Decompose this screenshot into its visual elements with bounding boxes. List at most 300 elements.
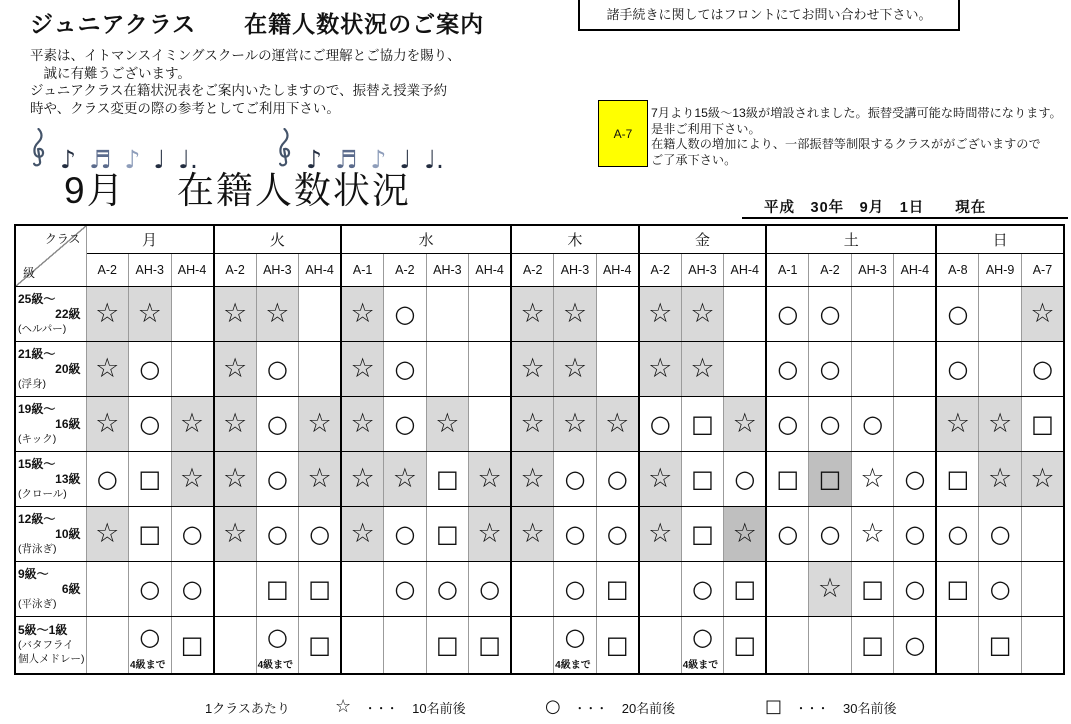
star-symbol: ☆: [222, 463, 248, 494]
star-symbol: ☆: [222, 408, 248, 439]
circle-symbol: ○: [266, 622, 288, 651]
circle-symbol: ○: [394, 574, 416, 603]
class-code-header: AH-3: [681, 253, 724, 286]
enrollment-cell: [129, 396, 172, 451]
table-row: [15, 561, 1064, 616]
enrollment-cell: [851, 451, 894, 506]
enrollment-cell: [1021, 286, 1064, 341]
enrollment-cell: [639, 286, 682, 341]
star-symbol: ☆: [690, 298, 715, 329]
enrollment-cell: [469, 341, 512, 396]
beamed-notes-icon: ♬: [88, 145, 112, 174]
highlight-line: 在籍人数の増加により、一部振替等制限するクラスががございますので: [651, 137, 1041, 151]
enrollment-cell: [851, 616, 894, 674]
star-icon: ☆: [335, 696, 352, 717]
enrollment-cell: [426, 286, 469, 341]
enrollment-cell: [511, 341, 554, 396]
enrollment-cell: [639, 451, 682, 506]
row-label-line: 個人メドレー): [18, 653, 85, 666]
enrollment-cell: [894, 506, 937, 561]
enrollment-cell: [809, 616, 852, 674]
date-line: 平成 30年 9月 1日 現在: [764, 200, 987, 216]
class-code-header: AH-4: [299, 253, 342, 286]
row-label-line: (バタフライ: [18, 639, 74, 652]
intro-line: 平素は、イトマンスイミングスクールの運営にご理解とご協力を賜り、: [30, 48, 461, 63]
row-label-line: (背泳ぎ): [18, 542, 57, 555]
square-symbol: □: [861, 630, 884, 659]
row-label-line: 9級～: [18, 566, 49, 581]
enrollment-cell: [639, 396, 682, 451]
enrollment-cell: [596, 561, 639, 616]
class-code-header: A-1: [341, 253, 384, 286]
star-symbol: ☆: [307, 408, 332, 439]
star-symbol: ☆: [350, 298, 375, 329]
enrollment-cell: [851, 341, 894, 396]
enrollment-cell: [341, 286, 384, 341]
enrollment-cell: [299, 451, 342, 506]
circle-symbol: ○: [606, 464, 628, 493]
star-symbol: ☆: [562, 298, 588, 329]
star-symbol: ☆: [95, 353, 120, 384]
eighth-note-icon: ♪: [124, 145, 141, 174]
circle-symbol: ○: [139, 622, 161, 651]
circle-symbol: ○: [649, 409, 671, 438]
square-symbol: □: [138, 464, 162, 493]
row-label-line: (浮身): [18, 377, 46, 390]
class-code-header: AH-3: [851, 253, 894, 286]
enrollment-cell: [384, 506, 427, 561]
enrollment-cell: [341, 561, 384, 616]
enrollment-cell: [86, 451, 129, 506]
circle-symbol: ○: [989, 574, 1011, 603]
enrollment-cell: [256, 341, 299, 396]
enrollment-cell: [129, 506, 172, 561]
square-symbol: □: [1031, 409, 1054, 438]
row-label: [15, 341, 86, 396]
enrollment-cell: [256, 506, 299, 561]
enrollment-cell: [426, 616, 469, 674]
enrollment-cell: [384, 396, 427, 451]
enrollment-cell: [341, 616, 384, 674]
circle-symbol: ○: [96, 464, 118, 493]
square-symbol: □: [946, 574, 970, 603]
circle-icon: ○: [545, 696, 561, 717]
legend-prefix: 1クラスあたり: [205, 701, 290, 716]
class-code-header: A-2: [511, 253, 554, 286]
circle-symbol: ○: [139, 354, 161, 383]
square-symbol: □: [818, 464, 842, 493]
star-symbol: ☆: [95, 408, 120, 439]
star-symbol: ☆: [860, 463, 885, 494]
star-symbol: ☆: [95, 518, 120, 549]
circle-symbol: ○: [692, 622, 713, 651]
row-label-line: 10級: [55, 526, 81, 541]
enrollment-cell: [426, 561, 469, 616]
enrollment-cell: [724, 286, 767, 341]
star-symbol: ☆: [350, 408, 375, 439]
enrollment-cell: [86, 616, 129, 674]
enrollment-cell: [936, 286, 979, 341]
circle-symbol: ○: [819, 299, 841, 328]
square-symbol: □: [308, 630, 331, 659]
enrollment-table: [14, 224, 1065, 675]
circle-symbol: ○: [904, 574, 926, 603]
star-symbol: ☆: [222, 518, 248, 549]
enrollment-cell: [129, 616, 172, 674]
notice-box: [578, 0, 960, 31]
enrollment-cell: [86, 341, 129, 396]
highlight-label-box: [598, 100, 648, 167]
star-symbol: ☆: [648, 518, 673, 549]
page-title: ジュニアクラス 在籍人数状況のご案内: [30, 11, 485, 37]
row-label-line: (クロール): [18, 487, 67, 500]
day-header: 土: [766, 225, 936, 253]
legend-text: 10名前後: [412, 700, 466, 716]
enrollment-cell: [894, 561, 937, 616]
square-symbol: □: [605, 630, 629, 659]
day-header: 金: [639, 225, 767, 253]
circle-symbol: ○: [394, 354, 416, 383]
highlight-line: 7月より15級～13級が増設されました。振替受講可能な時間帯になります。: [651, 106, 1062, 120]
cell-note: 4級まで: [130, 660, 166, 671]
eighth-note-icon: ♪: [60, 145, 76, 174]
table-row: [15, 506, 1064, 561]
star-symbol: ☆: [945, 408, 970, 439]
enrollment-cell: [299, 616, 342, 674]
star-symbol: ☆: [690, 353, 715, 384]
enrollment-cell: [851, 396, 894, 451]
star-symbol: ☆: [435, 408, 460, 439]
enrollment-cell: [639, 616, 682, 674]
circle-symbol: ○: [606, 519, 628, 548]
star-symbol: ☆: [520, 408, 545, 439]
enrollment-cell: [979, 286, 1022, 341]
circle-symbol: ○: [266, 464, 288, 493]
circle-symbol: ○: [266, 409, 288, 438]
enrollment-cell: [681, 616, 724, 674]
enrollment-cell: [1021, 451, 1064, 506]
enrollment-cell: [214, 616, 257, 674]
circle-symbol: ○: [479, 574, 501, 603]
enrollment-cell: [511, 451, 554, 506]
cell-note: 4級まで: [555, 660, 591, 671]
enrollment-cell: [809, 506, 852, 561]
corner-label-class: クラス: [44, 232, 81, 246]
enrollment-cell: [129, 286, 172, 341]
enrollment-cell: [809, 451, 852, 506]
highlight-line: 是非ご利用下さい。: [651, 121, 761, 136]
enrollment-cell: [724, 561, 767, 616]
enrollment-cell: [256, 561, 299, 616]
legend-dots: ・・・: [365, 703, 399, 715]
enrollment-cell: [256, 286, 299, 341]
enrollment-cell: [554, 286, 597, 341]
circle-symbol: ○: [1031, 354, 1053, 383]
day-header: 水: [341, 225, 511, 253]
enrollment-cell: [214, 451, 257, 506]
enrollment-cell: [86, 561, 129, 616]
circle-symbol: ○: [394, 409, 416, 438]
square-symbol: □: [308, 574, 331, 603]
row-label: [15, 506, 86, 561]
highlight-label: A-7: [613, 126, 633, 141]
enrollment-cell: [299, 286, 342, 341]
enrollment-cell: [639, 341, 682, 396]
enrollment-cell: [936, 396, 979, 451]
day-header: 木: [511, 225, 639, 253]
circle-symbol: ○: [777, 299, 799, 328]
class-code-header: A-2: [639, 253, 682, 286]
enrollment-cell: [554, 396, 597, 451]
circle-symbol: ○: [139, 574, 161, 603]
table-row: [15, 616, 1064, 674]
square-symbol: □: [180, 630, 204, 659]
star-symbol: ☆: [179, 408, 205, 439]
enrollment-cell: [469, 561, 512, 616]
circle-symbol: ○: [564, 519, 586, 548]
star-symbol: ☆: [477, 463, 502, 494]
row-label-line: 5級～1級: [18, 623, 68, 638]
enrollment-cell: [724, 506, 767, 561]
enrollment-cell: [511, 561, 554, 616]
enrollment-cell: [766, 341, 809, 396]
star-symbol: ☆: [605, 408, 630, 439]
circle-symbol: ○: [777, 354, 799, 383]
enrollment-cell: [171, 341, 214, 396]
enrollment-cell: [596, 286, 639, 341]
star-symbol: ☆: [392, 463, 417, 494]
class-code-header: AH-9: [979, 253, 1022, 286]
square-symbol: □: [691, 409, 714, 438]
enrollment-cell: [426, 451, 469, 506]
day-header: 火: [214, 225, 342, 253]
circle-symbol: ○: [904, 519, 926, 548]
enrollment-cell: [171, 561, 214, 616]
enrollment-cell: [341, 506, 384, 561]
square-icon: □: [765, 696, 783, 717]
enrollment-cell: [1021, 561, 1064, 616]
class-code-header: AH-4: [894, 253, 937, 286]
enrollment-cell: [936, 451, 979, 506]
square-symbol: □: [946, 464, 970, 493]
enrollment-cell: [469, 396, 512, 451]
class-code-header: A-2: [809, 253, 852, 286]
legend: [0, 694, 1071, 720]
enrollment-cell: [894, 451, 937, 506]
class-code-header: AH-4: [596, 253, 639, 286]
enrollment-cell: [596, 451, 639, 506]
enrollment-cell: [341, 451, 384, 506]
enrollment-cell: [979, 341, 1022, 396]
table-row: [15, 286, 1064, 341]
star-symbol: ☆: [222, 298, 248, 329]
star-symbol: ☆: [137, 298, 162, 329]
circle-symbol: ○: [904, 630, 926, 659]
row-label-line: 13級: [55, 471, 81, 486]
enrollment-cell: [894, 286, 937, 341]
enrollment-cell: [554, 451, 597, 506]
enrollment-cell: [1021, 341, 1064, 396]
enrollment-cell: [979, 616, 1022, 674]
day-header: 月: [86, 225, 214, 253]
circle-symbol: ○: [777, 519, 799, 548]
row-label-line: (平泳ぎ): [18, 597, 57, 610]
square-symbol: □: [776, 464, 800, 493]
enrollment-cell: [766, 396, 809, 451]
circle-symbol: ○: [819, 354, 841, 383]
star-symbol: ☆: [350, 353, 375, 384]
star-symbol: ☆: [860, 518, 885, 549]
enrollment-cell: [681, 341, 724, 396]
square-symbol: □: [861, 574, 884, 603]
row-label-line: 21級～: [18, 346, 56, 361]
enrollment-cell: [554, 506, 597, 561]
star-symbol: ☆: [648, 463, 673, 494]
enrollment-cell: [1021, 506, 1064, 561]
enrollment-cell: [979, 561, 1022, 616]
quarter-note-icon: ♩: [399, 145, 412, 174]
enrollment-cell: [851, 561, 894, 616]
class-code-header: AH-4: [171, 253, 214, 286]
row-label-line: 25級～: [18, 291, 56, 306]
corner-cell: [15, 225, 86, 286]
square-symbol: □: [605, 574, 629, 603]
intro-text: [30, 47, 461, 117]
eighth-note-icon: ♪: [370, 145, 387, 174]
circle-symbol: ○: [564, 464, 586, 493]
enrollment-cell: [469, 286, 512, 341]
enrollment-cell: [681, 506, 724, 561]
enrollment-cell: [724, 451, 767, 506]
enrollment-cell: [596, 341, 639, 396]
month-title: 9月 在籍人数状況: [64, 170, 411, 211]
enrollment-cell: [511, 396, 554, 451]
cell-note: 4級まで: [682, 660, 719, 671]
enrollment-cell: [299, 561, 342, 616]
cell-note: 4級まで: [257, 660, 294, 671]
enrollment-cell: [979, 506, 1022, 561]
enrollment-cell: [766, 451, 809, 506]
circle-symbol: ○: [904, 464, 926, 493]
row-label-line: 22級: [55, 306, 81, 321]
table-row: [15, 451, 1064, 506]
legend-dots: ・・・: [574, 703, 608, 715]
circle-symbol: ○: [819, 409, 841, 438]
enrollment-cell: [936, 341, 979, 396]
star-symbol: ☆: [350, 463, 375, 494]
enrollment-cell: [766, 506, 809, 561]
enrollment-cell: [809, 341, 852, 396]
row-label-line: 6級: [61, 581, 81, 596]
table-row: [15, 341, 1064, 396]
enrollment-cell: [86, 396, 129, 451]
enrollment-cell: [214, 396, 257, 451]
enrollment-cell: [809, 561, 852, 616]
row-label-line: 20級: [55, 361, 81, 376]
enrollment-cell: [511, 286, 554, 341]
star-symbol: ☆: [179, 463, 205, 494]
star-symbol: ☆: [520, 353, 545, 384]
dotted-quarter-note-icon: ♩.: [424, 145, 444, 174]
row-label: [15, 616, 86, 674]
enrollment-cell: [129, 561, 172, 616]
class-code-header: AH-3: [129, 253, 172, 286]
enrollment-cell: [384, 616, 427, 674]
enrollment-cell: [894, 396, 937, 451]
intro-line: 時や、クラス変更の際の参考としてご利用下さい。: [30, 100, 340, 116]
circle-symbol: ○: [989, 519, 1011, 548]
intro-line: ジュニアクラス在籍状況表をご案内いたしますので、振替え授業予約: [30, 83, 448, 98]
star-symbol: ☆: [222, 353, 248, 384]
circle-symbol: ○: [394, 299, 416, 328]
circle-symbol: ○: [947, 354, 969, 383]
enrollment-cell: [554, 561, 597, 616]
class-code-header: AH-4: [724, 253, 767, 286]
square-symbol: □: [436, 630, 459, 659]
enrollment-cell: [171, 286, 214, 341]
enrollment-cell: [1021, 616, 1064, 674]
treble-clef-icon: [30, 128, 47, 172]
enrollment-cell: [511, 616, 554, 674]
enrollment-cell: [766, 616, 809, 674]
row-label: [15, 451, 86, 506]
enrollment-cell: [214, 561, 257, 616]
star-symbol: ☆: [732, 408, 757, 439]
highlight-text: [651, 106, 1071, 168]
circle-symbol: ○: [139, 409, 161, 438]
legend-dots: ・・・: [796, 703, 830, 715]
star-symbol: ☆: [477, 518, 502, 549]
enrollment-cell: [384, 341, 427, 396]
enrollment-cell: [171, 616, 214, 674]
square-symbol: □: [138, 519, 162, 548]
star-symbol: ☆: [520, 518, 545, 549]
square-symbol: □: [436, 464, 459, 493]
row-label-line: 15級～: [18, 456, 56, 471]
enrollment-cell: [171, 506, 214, 561]
enrollment-cell: [426, 341, 469, 396]
star-symbol: ☆: [520, 298, 545, 329]
enrollment-cell: [979, 451, 1022, 506]
enrollment-cell: [681, 396, 724, 451]
circle-symbol: ○: [947, 519, 969, 548]
star-symbol: ☆: [95, 298, 120, 329]
enrollment-cell: [129, 341, 172, 396]
enrollment-cell: [596, 616, 639, 674]
square-symbol: □: [265, 574, 289, 603]
star-symbol: ☆: [562, 353, 588, 384]
circle-symbol: ○: [436, 574, 458, 603]
square-symbol: □: [988, 630, 1012, 659]
enrollment-cell: [384, 561, 427, 616]
enrollment-cell: [681, 561, 724, 616]
circle-symbol: ○: [819, 519, 841, 548]
enrollment-cell: [171, 451, 214, 506]
enrollment-cell: [936, 506, 979, 561]
enrollment-cell: [809, 286, 852, 341]
row-label-line: (キック): [18, 432, 57, 445]
circle-symbol: ○: [309, 519, 331, 548]
enrollment-cell: [554, 341, 597, 396]
square-symbol: □: [691, 519, 714, 548]
circle-symbol: ○: [947, 299, 969, 328]
star-symbol: ☆: [648, 298, 673, 329]
square-symbol: □: [691, 464, 714, 493]
enrollment-cell: [256, 451, 299, 506]
class-code-header: A-7: [1021, 253, 1064, 286]
legend-text: 30名前後: [843, 700, 897, 716]
circle-symbol: ○: [692, 574, 713, 603]
